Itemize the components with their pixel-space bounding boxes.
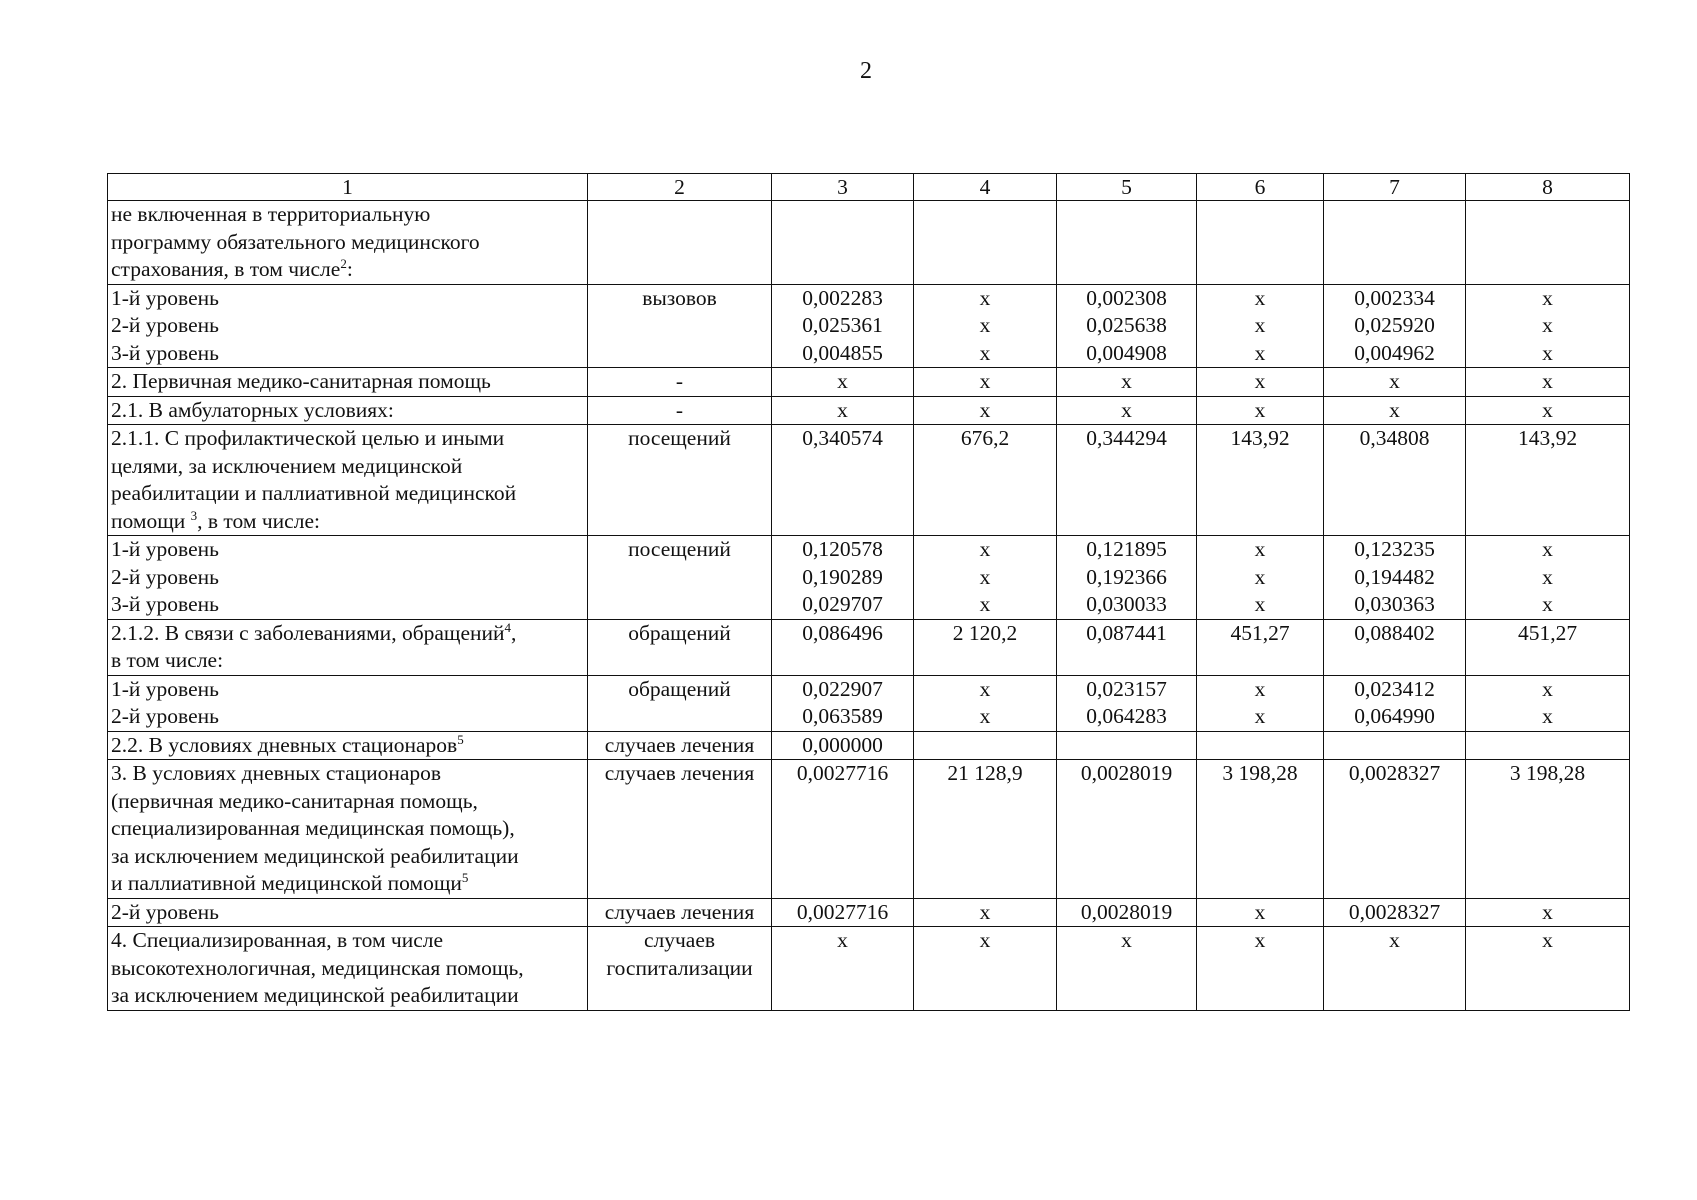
label-text: (первичная медико-санитарная помощь, xyxy=(111,788,478,813)
value-cell xyxy=(1057,396,1197,425)
value-cell xyxy=(772,536,914,620)
label-text: 4. Специализированная, в том числе xyxy=(111,928,444,952)
table-row xyxy=(108,760,1630,899)
value-text: 0,0028019 xyxy=(1080,899,1173,924)
value-cell xyxy=(1057,898,1197,927)
data-table xyxy=(107,173,1630,1011)
unit-cell xyxy=(588,396,772,425)
row-label-line: в том числе: xyxy=(111,648,224,672)
value-cell xyxy=(1197,675,1324,731)
unit-text: госпитализации xyxy=(606,955,753,980)
value-cell xyxy=(1324,425,1466,536)
value-cell xyxy=(914,760,1057,899)
value-cell xyxy=(772,731,914,760)
value-text: 676,2 xyxy=(960,426,1010,450)
value-text: 0,029707 xyxy=(802,592,883,616)
footnote-marker: 5 xyxy=(461,869,469,885)
label-text: 2.1. В амбулаторных условиях: xyxy=(111,397,394,422)
value-text: x xyxy=(979,592,991,616)
value-text: x xyxy=(1542,704,1553,728)
label-text: 2.1.1. С профилактической целью и иными xyxy=(111,426,505,450)
row-label-line xyxy=(111,536,584,564)
row-label-line xyxy=(111,453,584,481)
value-text: x xyxy=(1121,397,1132,422)
row-label-line xyxy=(111,843,584,871)
value-cell xyxy=(914,284,1057,368)
unit-text: случаев лечения xyxy=(604,732,755,757)
label-text: за исключением медицинской реабилитации xyxy=(111,843,519,868)
row-label-cell xyxy=(108,284,588,368)
value-text: 0,002283 xyxy=(802,285,883,310)
label-text: целями, за исключением медицинской xyxy=(111,453,463,478)
value-text: 0,025638 xyxy=(1086,313,1167,337)
unit-cell xyxy=(588,201,772,285)
value-text: x xyxy=(979,564,991,589)
value-cell xyxy=(1466,898,1630,927)
value-cell xyxy=(1197,760,1324,899)
label-text: 3-й уровень xyxy=(111,340,219,365)
unit-text: посещений xyxy=(628,537,731,561)
value-cell xyxy=(1324,619,1466,675)
value-text: 0,004908 xyxy=(1086,340,1167,365)
value-text: 0,064283 xyxy=(1086,704,1167,728)
column-header: 6 xyxy=(1197,174,1324,201)
row-label-cell xyxy=(108,396,588,425)
row-label-line xyxy=(111,982,584,1010)
label-text: реабилитации и паллиативной медицинской xyxy=(111,481,517,505)
column-number-row xyxy=(108,174,1630,201)
row-label-line xyxy=(111,760,584,788)
value-cell xyxy=(914,536,1057,620)
row-label-line xyxy=(111,591,584,619)
value-cell xyxy=(1057,201,1197,285)
row-label-line xyxy=(111,620,584,648)
unit-cell xyxy=(588,898,772,927)
value-text: 0,34808 xyxy=(1359,426,1430,450)
row-label-line xyxy=(111,340,584,368)
value-text: 0,023412 xyxy=(1354,676,1435,701)
value-text: 3 198,28 xyxy=(1509,761,1586,785)
value-text: x xyxy=(1254,313,1266,337)
label-text: 2.2. В условиях дневных стационаров xyxy=(111,732,458,757)
unit-cell xyxy=(588,760,772,899)
value-cell xyxy=(1057,536,1197,620)
value-text: 0,030033 xyxy=(1086,592,1167,616)
value-cell xyxy=(914,927,1057,1011)
value-cell xyxy=(772,368,914,397)
value-cell xyxy=(772,927,914,1011)
value-text: 0,194482 xyxy=(1354,564,1435,589)
value-text: x xyxy=(1254,340,1266,365)
label-text: помощи xyxy=(111,508,191,533)
value-text: 0,340574 xyxy=(802,426,883,450)
row-label-cell xyxy=(108,731,588,760)
value-cell xyxy=(914,898,1057,927)
value-text: x xyxy=(837,369,848,393)
column-header: 7 xyxy=(1324,174,1466,201)
value-text: x xyxy=(1542,340,1553,365)
footnote-marker: 5 xyxy=(457,731,464,747)
unit-cell xyxy=(588,536,772,620)
value-text: x xyxy=(1542,676,1553,701)
value-cell xyxy=(914,396,1057,425)
row-label-cell xyxy=(108,201,588,285)
unit-cell xyxy=(588,425,772,536)
row-label-line xyxy=(111,703,584,731)
value-cell xyxy=(772,284,914,368)
value-cell xyxy=(1324,368,1466,397)
value-text: 0,087441 xyxy=(1086,620,1167,645)
value-cell xyxy=(1466,201,1630,285)
value-text: x xyxy=(1254,285,1266,310)
value-text: 451,27 xyxy=(1517,620,1578,645)
label-text: 2.1.2. В связи с заболеваниями, обращений xyxy=(111,620,505,645)
value-text: 0,025920 xyxy=(1354,313,1435,337)
value-cell xyxy=(772,619,914,675)
label-text: 2-й уровень xyxy=(111,313,219,337)
unit-cell xyxy=(588,731,772,760)
row-label-line xyxy=(111,564,584,592)
unit-text: обращений xyxy=(628,620,731,645)
value-text: 21 128,9 xyxy=(947,761,1023,785)
value-text: x xyxy=(837,928,848,952)
value-text: x xyxy=(1542,928,1553,952)
value-text: x xyxy=(979,537,991,561)
value-text: x xyxy=(1389,369,1400,393)
value-text: 0,086496 xyxy=(802,620,883,645)
label-text: 3. В условиях дневных стационаров xyxy=(111,761,442,785)
value-cell xyxy=(1324,675,1466,731)
unit-cell xyxy=(588,927,772,1011)
label-tail: : xyxy=(346,257,353,281)
value-cell xyxy=(1324,731,1466,760)
value-text: x xyxy=(1542,313,1553,337)
value-text: x xyxy=(1254,899,1266,924)
value-cell xyxy=(1057,619,1197,675)
value-text: x xyxy=(1542,592,1553,616)
unit-text: вызовов xyxy=(642,285,717,310)
label-text: программу обязательного медицинского xyxy=(111,229,480,254)
value-text: 0,088402 xyxy=(1354,620,1435,645)
row-label-line xyxy=(111,368,584,396)
value-cell xyxy=(772,396,914,425)
row-label-line xyxy=(111,676,584,704)
value-text: 451,27 xyxy=(1230,620,1290,645)
unit-text: - xyxy=(675,369,684,393)
value-cell xyxy=(772,760,914,899)
value-text: 0,002308 xyxy=(1086,285,1167,310)
value-text: 0,002334 xyxy=(1354,285,1435,310)
row-label-cell xyxy=(108,368,588,397)
unit-text: случаев лечения xyxy=(604,899,755,924)
value-cell xyxy=(1057,675,1197,731)
value-cell xyxy=(1324,536,1466,620)
table-row xyxy=(108,368,1630,397)
value-text: x xyxy=(1121,369,1132,393)
value-cell xyxy=(914,731,1057,760)
value-text: x xyxy=(979,704,991,728)
value-text: 2 120,2 xyxy=(952,620,1018,645)
value-cell xyxy=(1197,731,1324,760)
value-text: 3 198,28 xyxy=(1222,761,1298,785)
row-label-line xyxy=(111,927,584,955)
value-cell xyxy=(772,898,914,927)
value-text: 0,0028019 xyxy=(1080,761,1173,785)
row-label-cell xyxy=(108,675,588,731)
label-text: не включенная в территориальную xyxy=(111,202,431,226)
table-row xyxy=(108,898,1630,927)
row-label-line xyxy=(111,955,584,983)
row-label-line xyxy=(111,256,584,284)
unit-text: посещений xyxy=(628,426,731,450)
label-text: 2-й уровень xyxy=(111,704,219,728)
unit-cell xyxy=(588,368,772,397)
label-text: 2. Первичная медико-санитарная помощь xyxy=(111,369,491,393)
value-cell xyxy=(1466,731,1630,760)
value-text: x xyxy=(979,369,991,393)
footnote-marker: 2 xyxy=(340,255,347,271)
value-cell xyxy=(1197,368,1324,397)
table-row xyxy=(108,619,1630,675)
value-cell xyxy=(1324,927,1466,1011)
value-text: x xyxy=(1254,537,1266,561)
value-cell xyxy=(1324,760,1466,899)
value-cell xyxy=(1057,927,1197,1011)
value-text: 0,0027716 xyxy=(796,761,889,785)
label-text: 1-й уровень xyxy=(111,537,219,561)
value-cell xyxy=(1197,425,1324,536)
value-text: x xyxy=(1542,537,1553,561)
value-cell xyxy=(1197,619,1324,675)
value-text: 0,192366 xyxy=(1086,564,1167,589)
row-label-line xyxy=(111,508,584,536)
value-text: 0,0028327 xyxy=(1348,899,1441,924)
value-text: x xyxy=(979,676,991,701)
unit-cell xyxy=(588,284,772,368)
label-text: за исключением медицинской реабилитации xyxy=(111,983,519,1007)
row-label-cell xyxy=(108,536,588,620)
value-text: 0,190289 xyxy=(802,564,883,589)
row-label-line xyxy=(111,788,584,816)
value-text: x xyxy=(1542,899,1553,924)
value-text: x xyxy=(1254,397,1266,422)
label-text: 3-й уровень xyxy=(111,592,219,616)
value-cell xyxy=(772,675,914,731)
value-text: x xyxy=(979,397,991,422)
value-text: x xyxy=(1389,928,1400,952)
value-text: x xyxy=(1542,369,1553,393)
unit-text: обращений xyxy=(628,676,731,701)
value-text: 143,92 xyxy=(1230,426,1290,450)
value-text: 0,063589 xyxy=(802,704,883,728)
value-text: x xyxy=(1254,369,1266,393)
value-text: x xyxy=(1254,564,1266,589)
row-label-line xyxy=(111,201,584,229)
label-text: специализированная медицинская помощь), xyxy=(111,816,515,840)
value-cell xyxy=(1466,425,1630,536)
column-header: 1 xyxy=(108,174,588,201)
row-label-line xyxy=(111,732,584,760)
value-cell xyxy=(1324,396,1466,425)
row-label-cell xyxy=(108,760,588,899)
value-text: 0,004962 xyxy=(1354,340,1435,365)
label-text: 2-й уровень xyxy=(111,564,219,589)
value-cell xyxy=(1197,536,1324,620)
value-text: x xyxy=(1254,928,1266,952)
label-text: 1-й уровень xyxy=(111,285,219,310)
value-cell xyxy=(1466,760,1630,899)
value-text: x xyxy=(979,899,991,924)
value-cell xyxy=(1466,284,1630,368)
value-text: x xyxy=(837,397,848,422)
value-cell xyxy=(1197,898,1324,927)
table-row xyxy=(108,425,1630,536)
unit-text: - xyxy=(675,397,684,422)
value-text: x xyxy=(1542,564,1553,589)
label-tail: , xyxy=(511,620,517,645)
value-text: 0,030363 xyxy=(1354,592,1435,616)
table-row xyxy=(108,927,1630,1011)
value-text: 0,022907 xyxy=(802,676,883,701)
label-text: страхования, в том числе xyxy=(111,257,341,281)
unit-cell xyxy=(588,619,772,675)
value-cell xyxy=(1197,396,1324,425)
value-cell xyxy=(1057,731,1197,760)
value-cell xyxy=(1466,396,1630,425)
unit-cell xyxy=(588,675,772,731)
value-cell xyxy=(1197,201,1324,285)
value-cell xyxy=(772,201,914,285)
value-cell xyxy=(1324,201,1466,285)
value-cell xyxy=(1466,927,1630,1011)
table-row xyxy=(108,731,1630,760)
row-label-line xyxy=(111,312,584,340)
row-label-line xyxy=(111,397,584,425)
label-text: 2-й уровень xyxy=(111,899,219,924)
value-text: x xyxy=(1121,928,1132,952)
value-cell xyxy=(1466,536,1630,620)
label-text: и паллиативной медицинской помощи xyxy=(111,871,462,895)
value-cell xyxy=(914,368,1057,397)
column-header: 2 xyxy=(588,174,772,201)
column-header: 8 xyxy=(1466,174,1630,201)
value-cell xyxy=(914,619,1057,675)
value-text: x xyxy=(979,313,991,337)
value-cell xyxy=(1197,284,1324,368)
value-text: x xyxy=(1542,397,1553,422)
column-header: 5 xyxy=(1057,174,1197,201)
value-cell xyxy=(1057,760,1197,899)
unit-text: случаев xyxy=(643,928,716,952)
column-header: 3 xyxy=(772,174,914,201)
value-cell xyxy=(1466,368,1630,397)
value-cell xyxy=(914,201,1057,285)
page-number: 2 xyxy=(860,58,872,84)
value-text: 0,0028327 xyxy=(1348,761,1441,785)
row-label-line xyxy=(111,285,584,313)
unit-text: случаев лечения xyxy=(604,761,755,785)
value-cell xyxy=(1057,368,1197,397)
row-label-line xyxy=(111,480,584,508)
value-cell xyxy=(1324,284,1466,368)
row-label-line xyxy=(111,425,584,453)
value-text: 0,000000 xyxy=(802,732,883,757)
column-header: 4 xyxy=(914,174,1057,201)
value-cell xyxy=(772,425,914,536)
row-label-cell xyxy=(108,898,588,927)
row-label-line xyxy=(111,870,584,898)
value-text: 0,121895 xyxy=(1086,537,1167,561)
label-tail: , в том числе: xyxy=(197,508,320,533)
value-text: 0,004855 xyxy=(802,340,883,365)
table-row xyxy=(108,201,1630,285)
value-cell xyxy=(914,675,1057,731)
value-text: 143,92 xyxy=(1517,426,1578,450)
label-text: 1-й уровень xyxy=(111,676,219,701)
value-cell xyxy=(1466,619,1630,675)
value-text: x xyxy=(1254,676,1266,701)
row-label-line xyxy=(111,815,584,843)
value-cell xyxy=(1197,927,1324,1011)
value-cell xyxy=(1057,284,1197,368)
value-text: x xyxy=(979,285,991,310)
value-cell xyxy=(914,425,1057,536)
value-text: 0,120578 xyxy=(802,537,883,561)
value-cell xyxy=(1324,898,1466,927)
value-text: x xyxy=(1542,285,1553,310)
row-label-cell xyxy=(108,425,588,536)
footnote-marker: 3 xyxy=(190,507,198,523)
value-text: x xyxy=(979,928,991,952)
value-cell xyxy=(1057,425,1197,536)
value-text: 0,023157 xyxy=(1086,676,1167,701)
table-row xyxy=(108,536,1630,620)
value-text: x xyxy=(1254,704,1266,728)
table-row xyxy=(108,675,1630,731)
table-row xyxy=(108,284,1630,368)
value-text: 0,344294 xyxy=(1086,426,1167,450)
value-cell xyxy=(1466,675,1630,731)
value-text: x xyxy=(1254,592,1266,616)
value-text: x xyxy=(1389,397,1400,422)
table-row xyxy=(108,396,1630,425)
label-text: высокотехнологичная, медицинская помощь, xyxy=(111,955,524,980)
value-text: 0,025361 xyxy=(802,313,883,337)
row-label-cell xyxy=(108,619,588,675)
value-text: 0,0027716 xyxy=(796,899,889,924)
value-text: 0,064990 xyxy=(1354,704,1435,728)
row-label-line xyxy=(111,229,584,257)
value-text: x xyxy=(979,340,991,365)
value-text: 0,123235 xyxy=(1354,537,1435,561)
row-label-line xyxy=(111,899,584,927)
footnote-marker: 4 xyxy=(504,619,512,635)
row-label-cell xyxy=(108,927,588,1011)
